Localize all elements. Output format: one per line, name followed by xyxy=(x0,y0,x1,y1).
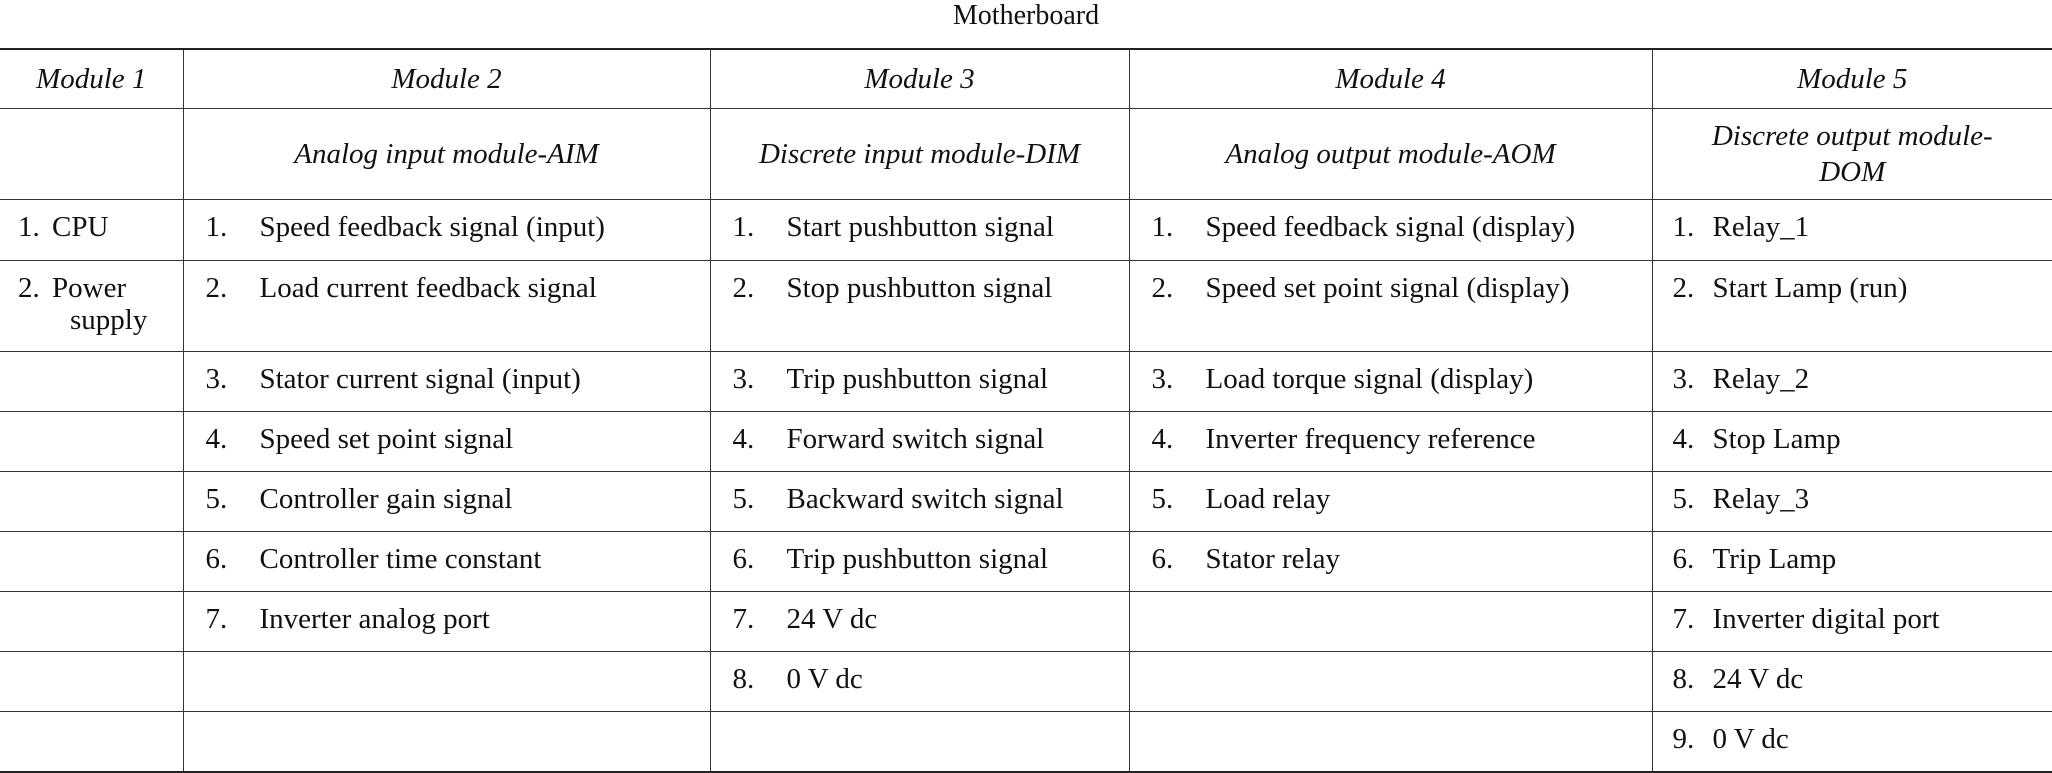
table-cell xyxy=(0,352,183,412)
list-item xyxy=(1653,712,2052,756)
item-number: 8. xyxy=(733,662,787,696)
table-cell xyxy=(710,352,1129,412)
table-cell xyxy=(1652,412,2052,472)
table-row xyxy=(0,472,2052,532)
item-label: Start Lamp (run) xyxy=(1713,272,1908,304)
item-number: 5. xyxy=(733,482,787,516)
item-number: 2. xyxy=(206,271,260,305)
item-label: 0 V dc xyxy=(787,663,863,695)
item-number: 2. xyxy=(1152,271,1206,305)
item-label: Inverter digital port xyxy=(1713,603,1940,635)
header-module-3: Module 3 xyxy=(710,49,1129,109)
item-number: 5. xyxy=(1673,482,1713,516)
table-cell xyxy=(183,200,710,261)
list-item xyxy=(711,352,1129,396)
table-cell xyxy=(1129,352,1652,412)
list-item xyxy=(1653,352,2052,396)
subheader-row xyxy=(0,109,2052,200)
list-item xyxy=(1653,652,2052,696)
item-label: Relay_2 xyxy=(1713,363,1810,395)
item-number: 3. xyxy=(1673,362,1713,396)
item-label: Stator current signal (input) xyxy=(260,363,581,395)
list-item xyxy=(1653,412,2052,456)
list-item xyxy=(1653,592,2052,636)
table-row xyxy=(0,592,2052,652)
table-cell xyxy=(0,652,183,712)
list-item xyxy=(1653,472,2052,516)
item-number: 1. xyxy=(206,210,260,244)
item-label: Relay_3 xyxy=(1713,483,1810,515)
list-item xyxy=(1130,352,1652,396)
item-label: CPU xyxy=(52,211,108,243)
item-number: 3. xyxy=(1152,362,1206,396)
table-row xyxy=(0,532,2052,592)
list-item xyxy=(711,200,1129,244)
item-number: 4. xyxy=(1673,422,1713,456)
list-item xyxy=(1130,412,1652,456)
table-cell xyxy=(183,261,710,352)
list-item xyxy=(184,472,710,516)
list-item xyxy=(184,261,710,305)
list-item xyxy=(1130,261,1652,305)
table-cell xyxy=(1652,261,2052,352)
subheader-module-5 xyxy=(1652,109,2052,200)
table-row xyxy=(0,261,2052,352)
item-number: 6. xyxy=(1152,542,1206,576)
item-label: Speed feedback signal (display) xyxy=(1206,211,1576,243)
table-row xyxy=(0,200,2052,261)
table-cell xyxy=(183,592,710,652)
item-label: Controller gain signal xyxy=(260,483,513,515)
table-row xyxy=(0,652,2052,712)
list-item xyxy=(1653,200,2052,244)
item-label: Trip Lamp xyxy=(1713,543,1837,575)
table-cell xyxy=(183,352,710,412)
table-cell xyxy=(710,412,1129,472)
table-cell xyxy=(0,412,183,472)
item-number: 4. xyxy=(1152,422,1206,456)
table-cell xyxy=(0,532,183,592)
item-label: Relay_1 xyxy=(1713,211,1810,243)
table-cell xyxy=(0,592,183,652)
subheader-module-4: Analog output module-AOM xyxy=(1129,109,1652,200)
item-number: 5. xyxy=(1152,482,1206,516)
item-label: Backward switch signal xyxy=(787,483,1064,515)
item-label: Speed set point signal xyxy=(260,423,514,455)
item-label: 24 V dc xyxy=(1713,663,1804,695)
list-item xyxy=(711,652,1129,696)
item-number: 2. xyxy=(1673,271,1713,305)
table-cell xyxy=(710,261,1129,352)
item-label: 0 V dc xyxy=(1713,723,1789,755)
header-module-1: Module 1 xyxy=(0,49,183,109)
item-number: 7. xyxy=(733,602,787,636)
item-number: 7. xyxy=(206,602,260,636)
item-number: 8. xyxy=(1673,662,1713,696)
item-number: 1. xyxy=(1152,210,1206,244)
table-cell xyxy=(183,532,710,592)
table-cell xyxy=(710,200,1129,261)
item-number: 3. xyxy=(733,362,787,396)
list-item xyxy=(184,592,710,636)
table-cell xyxy=(1129,592,1652,652)
list-item xyxy=(184,412,710,456)
header-module-5: Module 5 xyxy=(1652,49,2052,109)
table-cell xyxy=(710,532,1129,592)
item-number: 4. xyxy=(206,422,260,456)
item-label: Load relay xyxy=(1206,483,1331,515)
table-cell xyxy=(1129,532,1652,592)
subheader-module-5-line2: DOM xyxy=(1653,154,2052,190)
item-number: 3. xyxy=(206,362,260,396)
table-cell xyxy=(1652,592,2052,652)
item-label: Power xyxy=(52,272,126,304)
item-number: 7. xyxy=(1673,602,1713,636)
header-row xyxy=(0,49,2052,109)
subheader-module-5-line1: Discrete output module- xyxy=(1653,118,2052,154)
table-cell xyxy=(1129,200,1652,261)
item-label-continued: supply xyxy=(18,303,183,337)
item-number: 6. xyxy=(1673,542,1713,576)
item-number: 4. xyxy=(733,422,787,456)
table-cell xyxy=(710,472,1129,532)
table-cell xyxy=(1652,652,2052,712)
list-item xyxy=(1653,532,2052,576)
table-cell xyxy=(1129,261,1652,352)
list-item xyxy=(1130,200,1652,244)
item-label: Trip pushbutton signal xyxy=(787,543,1049,575)
item-label: Stop pushbutton signal xyxy=(787,272,1053,304)
list-item xyxy=(1653,261,2052,305)
item-number: 1. xyxy=(1673,210,1713,244)
item-number: 9. xyxy=(1673,722,1713,756)
subheader-module-3: Discrete input module-DIM xyxy=(710,109,1129,200)
item-label: Inverter frequency reference xyxy=(1206,423,1536,455)
item-number: 2. xyxy=(18,271,52,305)
item-label: Inverter analog port xyxy=(260,603,490,635)
table-cell xyxy=(183,472,710,532)
item-label: Stator relay xyxy=(1206,543,1340,575)
table-cell xyxy=(1652,352,2052,412)
item-label: Speed set point signal (display) xyxy=(1206,272,1570,304)
table-cell xyxy=(183,652,710,712)
table-cell xyxy=(183,412,710,472)
table-cell xyxy=(1652,472,2052,532)
item-number: 5. xyxy=(206,482,260,516)
subheader-module-2: Analog input module-AIM xyxy=(183,109,710,200)
item-label: Trip pushbutton signal xyxy=(787,363,1049,395)
item-label: Speed feedback signal (input) xyxy=(260,211,605,243)
list-item xyxy=(711,472,1129,516)
module-io-table xyxy=(0,48,2052,773)
list-item xyxy=(711,261,1129,305)
table-row xyxy=(0,352,2052,412)
list-item xyxy=(184,532,710,576)
list-item xyxy=(1130,532,1652,576)
table-cell xyxy=(1129,652,1652,712)
item-label: Load current feedback signal xyxy=(260,272,597,304)
item-number: 6. xyxy=(733,542,787,576)
table-cell xyxy=(710,592,1129,652)
table-cell xyxy=(1129,472,1652,532)
table-cell xyxy=(0,200,183,261)
table-cell xyxy=(0,261,183,352)
item-label: Forward switch signal xyxy=(787,423,1045,455)
list-item xyxy=(711,412,1129,456)
list-item xyxy=(184,352,710,396)
list-item xyxy=(711,592,1129,636)
list-item xyxy=(0,200,183,244)
subheader-module-1 xyxy=(0,109,183,200)
table-row xyxy=(0,412,2052,472)
item-label: Controller time constant xyxy=(260,543,542,575)
table-caption: Motherboard xyxy=(0,0,2052,46)
list-item xyxy=(184,200,710,244)
item-label: Start pushbutton signal xyxy=(787,211,1054,243)
item-label: 24 V dc xyxy=(787,603,878,635)
item-number: 2. xyxy=(733,271,787,305)
item-number: 1. xyxy=(733,210,787,244)
header-module-4: Module 4 xyxy=(1129,49,1652,109)
list-item xyxy=(1130,472,1652,516)
table-cell xyxy=(710,652,1129,712)
list-item xyxy=(711,532,1129,576)
list-item xyxy=(0,261,183,337)
item-label: Stop Lamp xyxy=(1713,423,1841,455)
table-cell xyxy=(0,472,183,532)
table-cell xyxy=(1129,412,1652,472)
item-number: 1. xyxy=(18,210,52,244)
table-cell xyxy=(1652,532,2052,592)
item-number: 6. xyxy=(206,542,260,576)
item-label: Load torque signal (display) xyxy=(1206,363,1534,395)
table-cell xyxy=(1652,200,2052,261)
header-module-2: Module 2 xyxy=(183,49,710,109)
